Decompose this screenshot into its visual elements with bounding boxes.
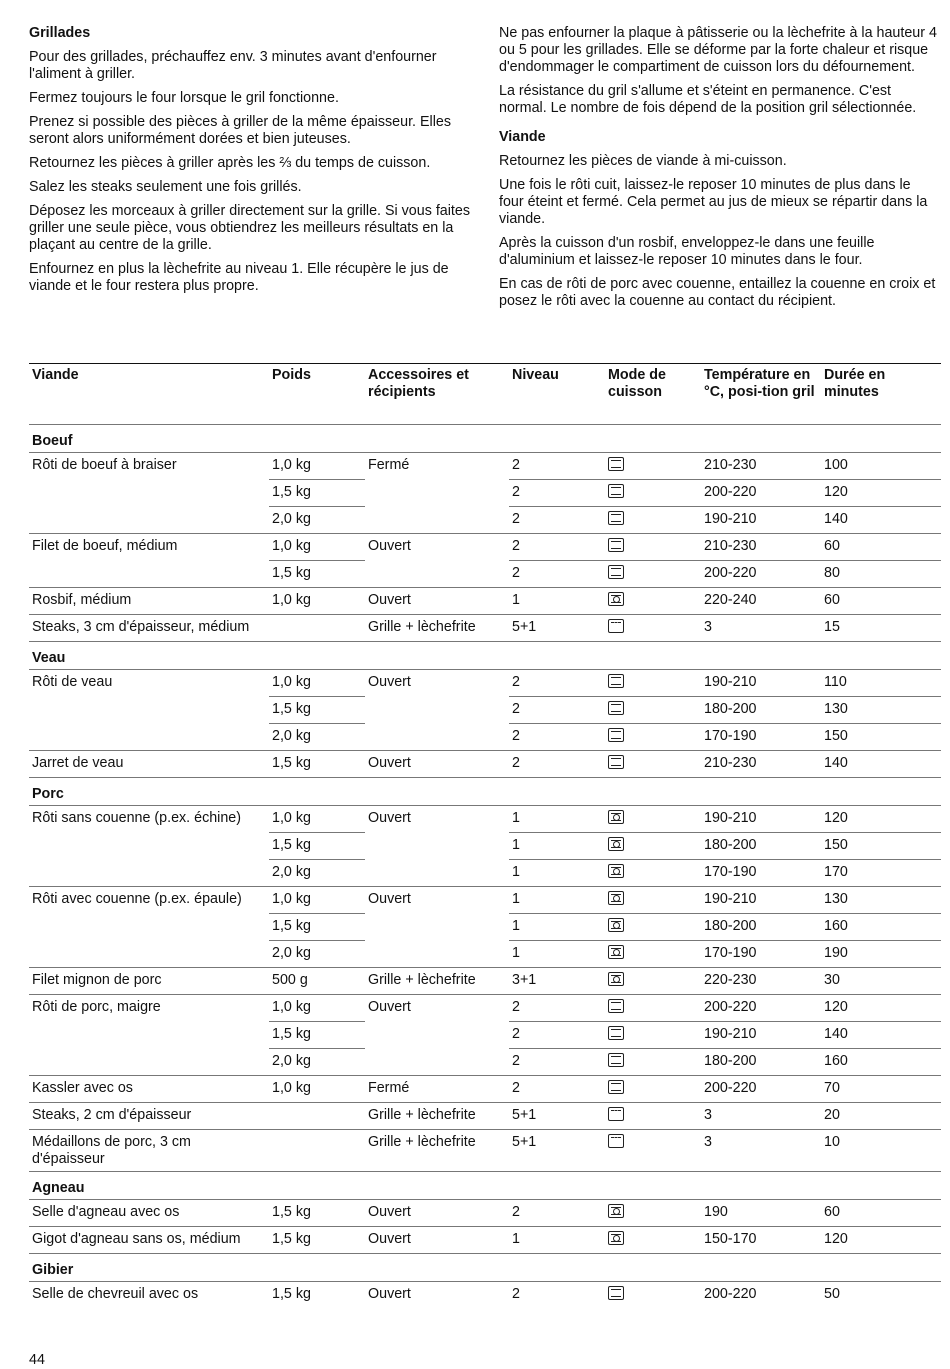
level-cell: 2 (509, 724, 605, 751)
top-bottom-heat-icon (608, 755, 624, 769)
grill-icon (608, 1107, 624, 1121)
mode-cell (605, 1103, 701, 1130)
level-cell: 2 (509, 507, 605, 534)
paragraph: Une fois le rôti cuit, laissez-le reposer 10 minutes de plus dans le four éteint et fermé. Cela permet au jus de mieux se répartir dans la viande. (499, 177, 928, 227)
meat-name: Rosbif, médium (29, 588, 269, 615)
fan-heat-icon (608, 592, 624, 606)
duration-cell: 10 (821, 1130, 941, 1172)
table-row (29, 1282, 941, 1309)
fan-heat-icon (608, 1231, 624, 1245)
accessory-cell: Ouvert (365, 1200, 509, 1227)
level-cell: 1 (509, 860, 605, 887)
level-cell: 2 (509, 480, 605, 507)
level-cell: 1 (509, 914, 605, 941)
mode-cell (605, 1227, 701, 1254)
accessory-cell: Fermé (365, 1076, 509, 1103)
weight-cell: 1,0 kg (269, 995, 365, 1022)
level-cell: 2 (509, 1049, 605, 1076)
duration-cell: 100 (821, 453, 941, 480)
table-row (29, 1227, 941, 1254)
fan-heat-icon (608, 891, 624, 905)
duration-cell: 15 (821, 615, 941, 642)
mode-cell (605, 968, 701, 995)
section-title: Agneau (29, 1172, 941, 1200)
accessory-cell: Ouvert (365, 751, 509, 778)
paragraph: Enfournez en plus la lèchefrite au niveau 1. Elle récupère le jus de viande et le four restera plus propre. (29, 261, 449, 294)
meat-name: Filet mignon de porc (29, 968, 269, 995)
weight-cell: 1,0 kg (269, 806, 365, 833)
duration-cell: 60 (821, 1200, 941, 1227)
weight-cell: 1,5 kg (269, 751, 365, 778)
table-row (29, 1200, 941, 1227)
level-cell: 1 (509, 1227, 605, 1254)
section-title: Gibier (29, 1254, 941, 1282)
accessory-cell: Ouvert (365, 995, 509, 1076)
table-header (29, 364, 941, 425)
accessory-cell: Grille + lèchefrite (365, 1130, 509, 1172)
weight-cell: 1,5 kg (269, 1282, 365, 1309)
fan-heat-icon (608, 972, 624, 986)
mode-cell (605, 453, 701, 480)
paragraph: Après la cuisson d'un rosbif, enveloppez-le dans une feuille d'aluminium et laissez-le reposer 10 minutes dans le four. (499, 235, 875, 268)
mode-cell (605, 1200, 701, 1227)
mode-cell (605, 833, 701, 860)
duration-cell: 190 (821, 941, 941, 968)
table-row (29, 1130, 941, 1172)
table-row (29, 670, 941, 697)
meat-name: Steaks, 3 cm d'épaisseur, médium (29, 615, 269, 642)
table-row (29, 1076, 941, 1103)
duration-cell: 60 (821, 534, 941, 561)
duration-cell: 70 (821, 1076, 941, 1103)
top-bottom-heat-icon (608, 999, 624, 1013)
paragraph: La résistance du gril s'allume et s'éteint en permanence. C'est normal. Le nombre de fois dépend de la position gril sélectionnée. (499, 83, 917, 116)
meat-name: Steaks, 2 cm d'épaisseur (29, 1103, 269, 1130)
duration-cell: 140 (821, 1022, 941, 1049)
weight-cell: 2,0 kg (269, 941, 365, 968)
level-cell: 2 (509, 995, 605, 1022)
temperature-cell: 170-190 (701, 941, 821, 968)
temperature-cell: 180-200 (701, 914, 821, 941)
duration-cell: 140 (821, 507, 941, 534)
weight-cell: 2,0 kg (269, 1049, 365, 1076)
grill-icon (608, 1134, 624, 1148)
duration-cell: 80 (821, 561, 941, 588)
level-cell: 1 (509, 588, 605, 615)
temperature-cell: 170-190 (701, 724, 821, 751)
top-bottom-heat-icon (608, 728, 624, 742)
mode-cell (605, 1130, 701, 1172)
header-viande: Viande (29, 364, 269, 425)
temperature-cell: 220-230 (701, 968, 821, 995)
duration-cell: 120 (821, 480, 941, 507)
level-cell: 2 (509, 534, 605, 561)
meat-name: Rôti de porc, maigre (29, 995, 269, 1076)
accessory-cell: Ouvert (365, 806, 509, 887)
mode-cell (605, 806, 701, 833)
weight-cell: 1,5 kg (269, 561, 365, 588)
temperature-cell: 180-200 (701, 833, 821, 860)
top-bottom-heat-icon (608, 484, 624, 498)
grillades-title: Grillades (29, 25, 91, 41)
weight-cell: 2,0 kg (269, 860, 365, 887)
duration-cell: 110 (821, 670, 941, 697)
temperature-cell: 190-210 (701, 507, 821, 534)
top-bottom-heat-icon (608, 1286, 624, 1300)
weight-cell: 1,5 kg (269, 914, 365, 941)
paragraph: Salez les steaks seulement une fois grillés. (29, 179, 302, 195)
temperature-cell: 210-230 (701, 534, 821, 561)
weight-cell: 1,5 kg (269, 1200, 365, 1227)
level-cell: 2 (509, 751, 605, 778)
fan-heat-icon (608, 864, 624, 878)
mode-cell (605, 887, 701, 914)
level-cell: 2 (509, 697, 605, 724)
fan-heat-icon (608, 810, 624, 824)
mode-cell (605, 1282, 701, 1309)
weight-cell: 1,5 kg (269, 697, 365, 724)
table-row (29, 615, 941, 642)
level-cell: 1 (509, 833, 605, 860)
accessory-cell: Ouvert (365, 534, 509, 588)
table-row (29, 534, 941, 561)
paragraph: En cas de rôti de porc avec couenne, entaillez la couenne en croix et posez le rôti avec la couenne au contact du récipient. (499, 276, 936, 309)
weight-cell: 1,5 kg (269, 833, 365, 860)
header-mode: Mode de cuisson (605, 364, 701, 425)
level-cell: 5+1 (509, 615, 605, 642)
paragraph: Ne pas enfourner la plaque à pâtisserie ou la lèchefrite à la hauteur 4 ou 5 pour les grillades. Elle se déforme par la forte chaleur et risque d'endommager le compartiment de cuisson lors du défournement. (499, 25, 937, 75)
grill-icon (608, 619, 624, 633)
top-bottom-heat-icon (608, 1080, 624, 1094)
level-cell: 2 (509, 561, 605, 588)
meat-name: Selle d'agneau avec os (29, 1200, 269, 1227)
weight-cell: 1,0 kg (269, 588, 365, 615)
weight-cell (269, 1103, 365, 1130)
temperature-cell: 180-200 (701, 697, 821, 724)
duration-cell: 60 (821, 588, 941, 615)
temperature-cell: 190-210 (701, 670, 821, 697)
mode-cell (605, 1076, 701, 1103)
temperature-cell: 220-240 (701, 588, 821, 615)
temperature-cell: 190-210 (701, 887, 821, 914)
mode-cell (605, 724, 701, 751)
temperature-cell: 200-220 (701, 480, 821, 507)
weight-cell: 1,0 kg (269, 453, 365, 480)
accessory-cell: Fermé (365, 453, 509, 534)
mode-cell (605, 860, 701, 887)
section-row (29, 1172, 941, 1200)
weight-cell: 1,0 kg (269, 887, 365, 914)
top-bottom-heat-icon (608, 1053, 624, 1067)
section-row (29, 1254, 941, 1282)
right-column (499, 25, 939, 317)
fan-heat-icon (608, 1204, 624, 1218)
meat-name: Rôti de boeuf à braiser (29, 453, 269, 534)
weight-cell: 2,0 kg (269, 507, 365, 534)
temperature-cell: 200-220 (701, 561, 821, 588)
top-bottom-heat-icon (608, 674, 624, 688)
temperature-cell: 150-170 (701, 1227, 821, 1254)
left-column (29, 25, 474, 302)
weight-cell: 1,5 kg (269, 480, 365, 507)
temperature-cell: 210-230 (701, 751, 821, 778)
section-title: Porc (29, 778, 941, 806)
accessory-cell: Ouvert (365, 887, 509, 968)
temperature-cell: 3 (701, 615, 821, 642)
mode-cell (605, 697, 701, 724)
meat-name: Rôti avec couenne (p.ex. épaule) (29, 887, 269, 968)
weight-cell: 500 g (269, 968, 365, 995)
section-title: Boeuf (29, 425, 941, 453)
level-cell: 2 (509, 1282, 605, 1309)
header-duree: Durée en minutes (821, 364, 941, 425)
temperature-cell: 3 (701, 1103, 821, 1130)
meat-name: Filet de boeuf, médium (29, 534, 269, 588)
level-cell: 1 (509, 806, 605, 833)
paragraph: Fermez toujours le four lorsque le gril fonctionne. (29, 90, 339, 106)
mode-cell (605, 615, 701, 642)
level-cell: 1 (509, 887, 605, 914)
duration-cell: 130 (821, 697, 941, 724)
temperature-cell: 3 (701, 1130, 821, 1172)
level-cell: 2 (509, 670, 605, 697)
viande-title: Viande (499, 129, 546, 145)
page-number: 44 (29, 1352, 45, 1368)
mode-cell (605, 588, 701, 615)
accessory-cell: Grille + lèchefrite (365, 968, 509, 995)
mode-cell (605, 914, 701, 941)
temperature-cell: 200-220 (701, 1076, 821, 1103)
mode-cell (605, 534, 701, 561)
top-bottom-heat-icon (608, 565, 624, 579)
table-row (29, 751, 941, 778)
accessory-cell: Grille + lèchefrite (365, 615, 509, 642)
top-bottom-heat-icon (608, 511, 624, 525)
duration-cell: 150 (821, 833, 941, 860)
paragraph: Déposez les morceaux à griller directement sur la grille. Si vous faites griller une seule pièce, vous obtiendrez les meilleurs résultats en la plaçant au centre de la grille. (29, 203, 471, 253)
table-row (29, 995, 941, 1022)
top-bottom-heat-icon (608, 1026, 624, 1040)
duration-cell: 20 (821, 1103, 941, 1130)
meat-name: Rôti sans couenne (p.ex. échine) (29, 806, 269, 887)
level-cell: 1 (509, 941, 605, 968)
header-poids: Poids (269, 364, 365, 425)
accessory-cell: Ouvert (365, 1227, 509, 1254)
duration-cell: 50 (821, 1282, 941, 1309)
weight-cell: 2,0 kg (269, 724, 365, 751)
paragraph: Prenez si possible des pièces à griller de la même épaisseur. Elles seront alors uniformément dorées et bien juteuses. (29, 114, 451, 147)
duration-cell: 160 (821, 1049, 941, 1076)
level-cell: 5+1 (509, 1103, 605, 1130)
mode-cell (605, 751, 701, 778)
duration-cell: 120 (821, 1227, 941, 1254)
meat-name: Rôti de veau (29, 670, 269, 751)
meat-name: Jarret de veau (29, 751, 269, 778)
temperature-cell: 170-190 (701, 860, 821, 887)
mode-cell (605, 507, 701, 534)
paragraph: Retournez les pièces de viande à mi-cuisson. (499, 153, 787, 169)
accessory-cell: Ouvert (365, 670, 509, 751)
header-temperature: Température en °C, posi-tion gril (701, 364, 821, 425)
top-bottom-heat-icon (608, 701, 624, 715)
level-cell: 2 (509, 1200, 605, 1227)
paragraph: Pour des grillades, préchauffez env. 3 minutes avant d'enfourner l'aliment à griller. (29, 49, 437, 82)
temperature-cell: 210-230 (701, 453, 821, 480)
fan-heat-icon (608, 945, 624, 959)
mode-cell (605, 480, 701, 507)
temperature-cell: 200-220 (701, 995, 821, 1022)
temperature-cell: 200-220 (701, 1282, 821, 1309)
weight-cell: 1,5 kg (269, 1227, 365, 1254)
section-row (29, 425, 941, 453)
level-cell: 2 (509, 453, 605, 480)
table-row (29, 968, 941, 995)
table-row (29, 588, 941, 615)
table-row (29, 887, 941, 914)
temperature-cell: 190-210 (701, 1022, 821, 1049)
accessory-cell: Ouvert (365, 588, 509, 615)
weight-cell: 1,5 kg (269, 1022, 365, 1049)
section-row (29, 778, 941, 806)
weight-cell: 1,0 kg (269, 670, 365, 697)
duration-cell: 170 (821, 860, 941, 887)
weight-cell: 1,0 kg (269, 534, 365, 561)
top-bottom-heat-icon (608, 457, 624, 471)
meat-name: Selle de chevreuil avec os (29, 1282, 269, 1309)
weight-cell: 1,0 kg (269, 1076, 365, 1103)
section-row (29, 642, 941, 670)
meat-name: Médaillons de porc, 3 cm d'épaisseur (29, 1130, 269, 1172)
table-row (29, 453, 941, 480)
temperature-cell: 190 (701, 1200, 821, 1227)
level-cell: 2 (509, 1022, 605, 1049)
duration-cell: 130 (821, 887, 941, 914)
header-accessoires: Accessoires et récipients (365, 364, 509, 425)
section-title: Veau (29, 642, 941, 670)
mode-cell (605, 1022, 701, 1049)
duration-cell: 120 (821, 806, 941, 833)
temperature-cell: 180-200 (701, 1049, 821, 1076)
fan-heat-icon (608, 837, 624, 851)
mode-cell (605, 561, 701, 588)
level-cell: 3+1 (509, 968, 605, 995)
duration-cell: 30 (821, 968, 941, 995)
cooking-table (29, 363, 941, 1308)
duration-cell: 120 (821, 995, 941, 1022)
temperature-cell: 190-210 (701, 806, 821, 833)
mode-cell (605, 995, 701, 1022)
accessory-cell: Ouvert (365, 1282, 509, 1309)
meat-name: Gigot d'agneau sans os, médium (29, 1227, 269, 1254)
mode-cell (605, 941, 701, 968)
fan-heat-icon (608, 918, 624, 932)
duration-cell: 140 (821, 751, 941, 778)
duration-cell: 150 (821, 724, 941, 751)
duration-cell: 160 (821, 914, 941, 941)
level-cell: 2 (509, 1076, 605, 1103)
weight-cell (269, 1130, 365, 1172)
table-row (29, 1103, 941, 1130)
header-niveau: Niveau (509, 364, 605, 425)
paragraph: Retournez les pièces à griller après les ⅔ du temps de cuisson. (29, 155, 431, 171)
meat-name: Kassler avec os (29, 1076, 269, 1103)
accessory-cell: Grille + lèchefrite (365, 1103, 509, 1130)
weight-cell (269, 615, 365, 642)
mode-cell (605, 1049, 701, 1076)
table-row (29, 806, 941, 833)
mode-cell (605, 670, 701, 697)
top-bottom-heat-icon (608, 538, 624, 552)
level-cell: 5+1 (509, 1130, 605, 1172)
